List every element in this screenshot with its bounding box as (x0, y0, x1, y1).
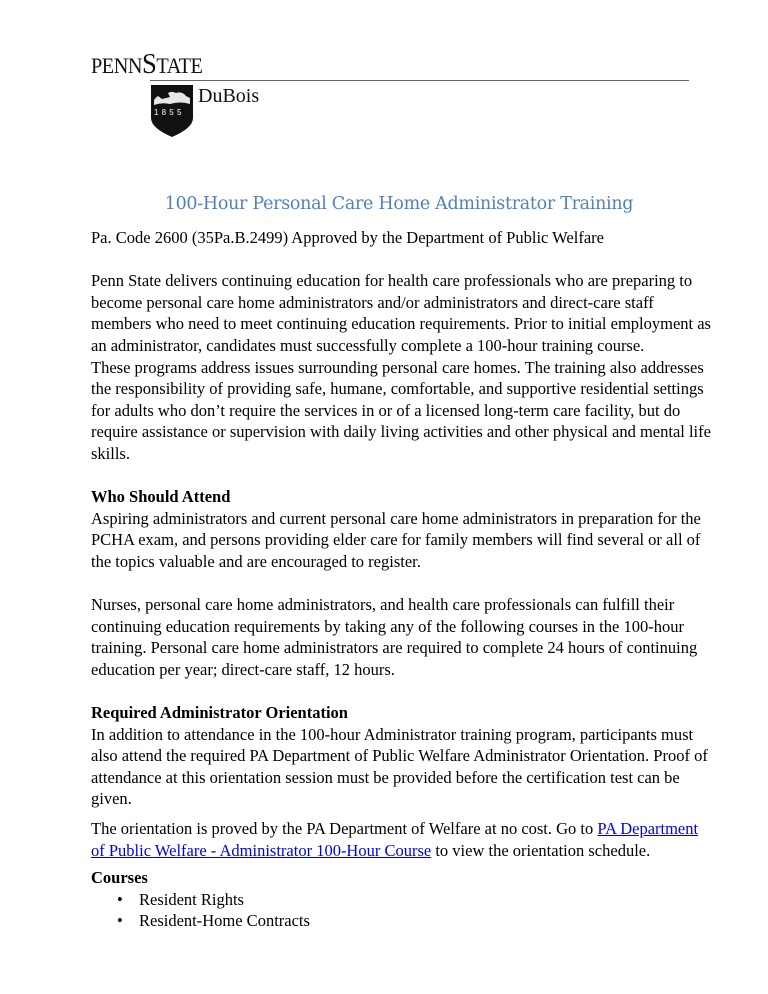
wordmark-penn: PENN (91, 53, 143, 78)
orientation-text-before-link: The orientation is proved by the PA Department of Welfare at no cost. Go to (91, 819, 598, 839)
page-header (0, 0, 768, 150)
svg-text:1855: 1855 (154, 108, 185, 117)
course-item-resident-home-contracts: • Resident-Home Contracts (139, 910, 711, 932)
courses-list (91, 889, 711, 932)
course-item-resident-rights: • Resident Rights (139, 889, 711, 911)
orientation-text-after-link: to view the orientation schedule. (431, 840, 651, 860)
dpw-administrator-course-link[interactable]: PA Department of Public Welfare - Administrator 100-Hour Course (91, 819, 699, 860)
intro-paragraph-1: Penn State delivers continuing education for health care professionals who are preparing to become personal care home administrators and/or administrators and direct-care staff members who need to meet continuing education requirements. Prior to initial employment as an administrator, candidates must successfully complete a 100-hour training course. (91, 271, 711, 355)
wordmark-s: S (142, 48, 157, 80)
who-should-attend-paragraph-1: Aspiring administrators and current personal care home administrators in preparation for the PCHA exam, and persons providing elder care for family members will find several or all of the topics valuable and are encouraged to register. (91, 508, 701, 571)
pennstate-wordmark (91, 50, 202, 79)
courses-heading: Courses (91, 868, 148, 888)
page-title: 100-Hour Personal Care Home Administrator Training (164, 194, 634, 214)
orientation-paragraph-2 (91, 818, 711, 861)
intro-paragraph-2: These programs address issues surrounding personal care homes. The training also addresses the responsibility of providing safe, humane, comfortable, and supportive residential settings for adults who don’t require the services in or of a licensed long-term care facility, but do require assistance or supervision with daily living activities and other physical and mental life skills. (91, 357, 711, 463)
header-rule (150, 80, 689, 81)
who-should-attend-paragraph-2: Nurses, personal care home administrators, and health care professionals can fulfill their continuing education requirements by taking any of the following courses in the 100-hour training. Personal care home administrators are required to complete 24 hours of continuing education per year; direct-care staff, 12 hours. (91, 595, 698, 679)
wordmark-tate: TATE (156, 53, 203, 78)
approval-line: Pa. Code 2600 (35Pa.B.2499) Approved by the Department of Public Welfare (91, 228, 604, 247)
document-body (91, 227, 711, 932)
orientation-paragraph-1: In addition to attendance in the 100-hour Administrator training program, participants must also attend the required PA Department of Public Welfare Administrator Orientation. Proof of attendance at this orientation session must be provided before the certification test can be given. (91, 724, 708, 809)
nittany-lion-shield-icon (150, 84, 194, 138)
campus-name: DuBois (198, 85, 260, 107)
orientation-heading: Required Administrator Orientation (91, 703, 348, 723)
who-should-attend-heading: Who Should Attend (91, 487, 231, 507)
